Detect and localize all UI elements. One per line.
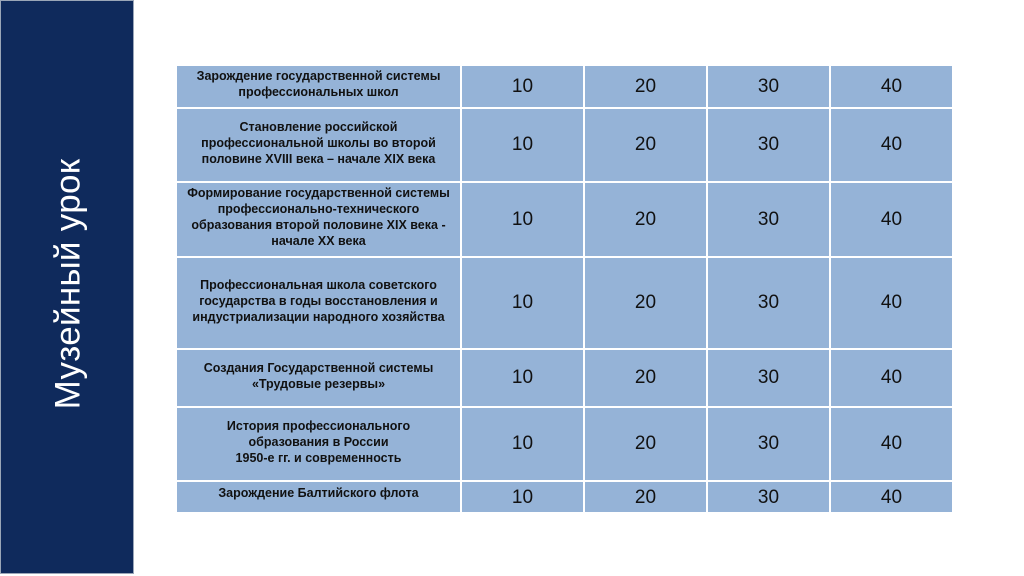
score-cell-30[interactable]: 30 <box>707 481 830 513</box>
score-cell-30[interactable]: 30 <box>707 257 830 349</box>
topic-cell <box>176 108 461 182</box>
topic-cell <box>176 481 461 513</box>
table-row <box>176 182 953 257</box>
score-cell-20[interactable]: 20 <box>584 108 707 182</box>
score-cell-40[interactable]: 40 <box>830 349 953 407</box>
score-cell-10[interactable]: 10 <box>461 65 584 108</box>
score-cell-30[interactable]: 30 <box>707 407 830 481</box>
sidebar-title: Музейный урок <box>48 158 88 410</box>
table-row <box>176 108 953 182</box>
score-cell-40[interactable]: 40 <box>830 407 953 481</box>
topic-cell <box>176 65 461 108</box>
score-cell-10[interactable]: 10 <box>461 407 584 481</box>
score-cell-10[interactable]: 10 <box>461 257 584 349</box>
topic-cell <box>176 257 461 349</box>
score-cell-20[interactable]: 20 <box>584 65 707 108</box>
topic-label: Становление российской профессиональной школы во второй половине XVIII века – начале XIX века <box>201 119 436 166</box>
topic-label: Зарождение государственной системы профессиональных школ <box>196 69 441 99</box>
score-cell-30[interactable]: 30 <box>707 65 830 108</box>
topic-cell <box>176 182 461 257</box>
topic-label: Формирование государственной системы профессионально-технического образования второй половине XIX века - начале XX века <box>187 186 450 248</box>
score-cell-30[interactable]: 30 <box>707 108 830 182</box>
topic-label: Зарождение Балтийского флота <box>218 486 419 500</box>
sidebar-panel <box>0 0 134 574</box>
table-row <box>176 407 953 481</box>
score-cell-10[interactable]: 10 <box>461 349 584 407</box>
score-cell-40[interactable]: 40 <box>830 65 953 108</box>
topic-label: Создания Государственной системы «Трудовые резервы» <box>203 360 434 391</box>
score-cell-20[interactable]: 20 <box>584 257 707 349</box>
score-cell-30[interactable]: 30 <box>707 182 830 257</box>
table-row <box>176 257 953 349</box>
score-cell-10[interactable]: 10 <box>461 108 584 182</box>
score-cell-10[interactable]: 10 <box>461 182 584 257</box>
table-row <box>176 349 953 407</box>
score-cell-40[interactable]: 40 <box>830 108 953 182</box>
table-row <box>176 65 953 108</box>
score-cell-20[interactable]: 20 <box>584 182 707 257</box>
score-cell-30[interactable]: 30 <box>707 349 830 407</box>
score-cell-40[interactable]: 40 <box>830 481 953 513</box>
score-cell-20[interactable]: 20 <box>584 349 707 407</box>
score-cell-40[interactable]: 40 <box>830 257 953 349</box>
score-cell-20[interactable]: 20 <box>584 407 707 481</box>
topic-cell <box>176 407 461 481</box>
topic-cell <box>176 349 461 407</box>
quiz-table <box>175 64 954 514</box>
score-cell-20[interactable]: 20 <box>584 481 707 513</box>
topic-label: Профессиональная школа советского государства в годы восстановления и индустриализации народного хозяйства <box>192 277 445 324</box>
topic-label: История профессионального образования в России 1950-е гг. и современность <box>226 418 411 465</box>
table-row <box>176 481 953 513</box>
score-cell-10[interactable]: 10 <box>461 481 584 513</box>
score-cell-40[interactable]: 40 <box>830 182 953 257</box>
